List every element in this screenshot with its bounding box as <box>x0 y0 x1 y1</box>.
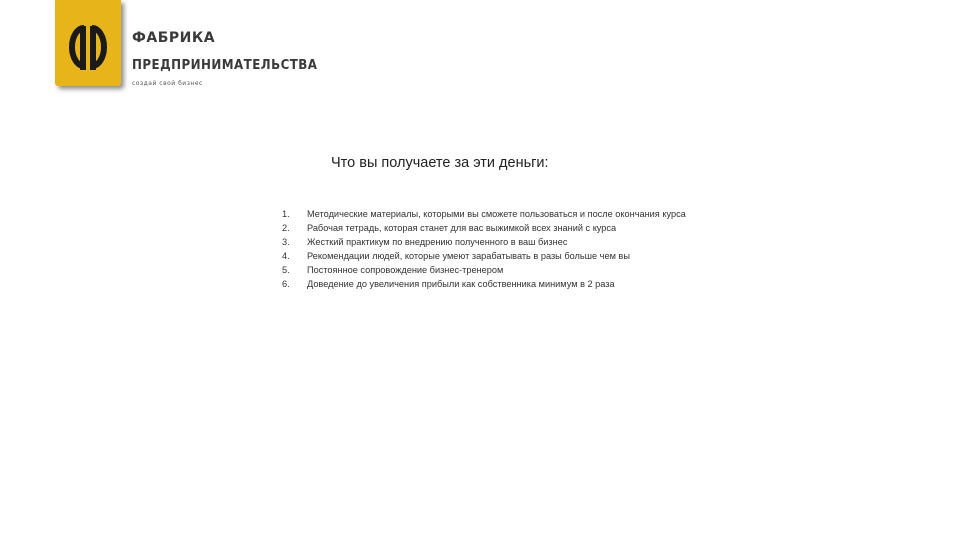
list-item-text: Жесткий практикум по внедрению полученного в ваш бизнес <box>307 237 568 247</box>
list-item-number: 4. <box>282 251 290 261</box>
list-item-number: 6. <box>282 279 290 289</box>
list-item-number: 5. <box>282 265 290 275</box>
brand-name-line1: ФАБРИКА <box>132 30 216 46</box>
brand-tagline: создай свой бизнес <box>132 80 203 87</box>
list-item <box>280 221 740 235</box>
list-item-text: Методические материалы, которыми вы сможете пользоваться и после окончания курса <box>307 209 686 219</box>
list-item-number: 1. <box>282 209 290 219</box>
list-item <box>280 235 740 249</box>
list-item <box>280 207 740 221</box>
list-item-text: Постоянное сопровождение бизнес-тренером <box>307 265 504 275</box>
list-item-text: Доведение до увеличения прибыли как собственника минимум в 2 раза <box>307 279 615 289</box>
list-item-number: 2. <box>282 223 290 233</box>
page-heading: Что вы получаете за эти деньги: <box>331 155 549 171</box>
list-item-number: 3. <box>282 237 290 247</box>
brand-name-line2: ПРЕДПРИНИМАТЕЛЬСТВА <box>132 57 318 73</box>
logo-tile <box>55 0 121 86</box>
logo-ff-icon <box>62 22 114 72</box>
list-item <box>280 263 740 277</box>
list-item <box>280 277 740 291</box>
list-item <box>280 249 740 263</box>
list-item-text: Рабочая тетрадь, которая станет для вас выжимкой всех знаний с курса <box>307 223 617 233</box>
benefits-list <box>280 207 740 291</box>
list-item-text: Рекомендации людей, которые умеют зарабатывать в разы больше чем вы <box>307 251 630 261</box>
